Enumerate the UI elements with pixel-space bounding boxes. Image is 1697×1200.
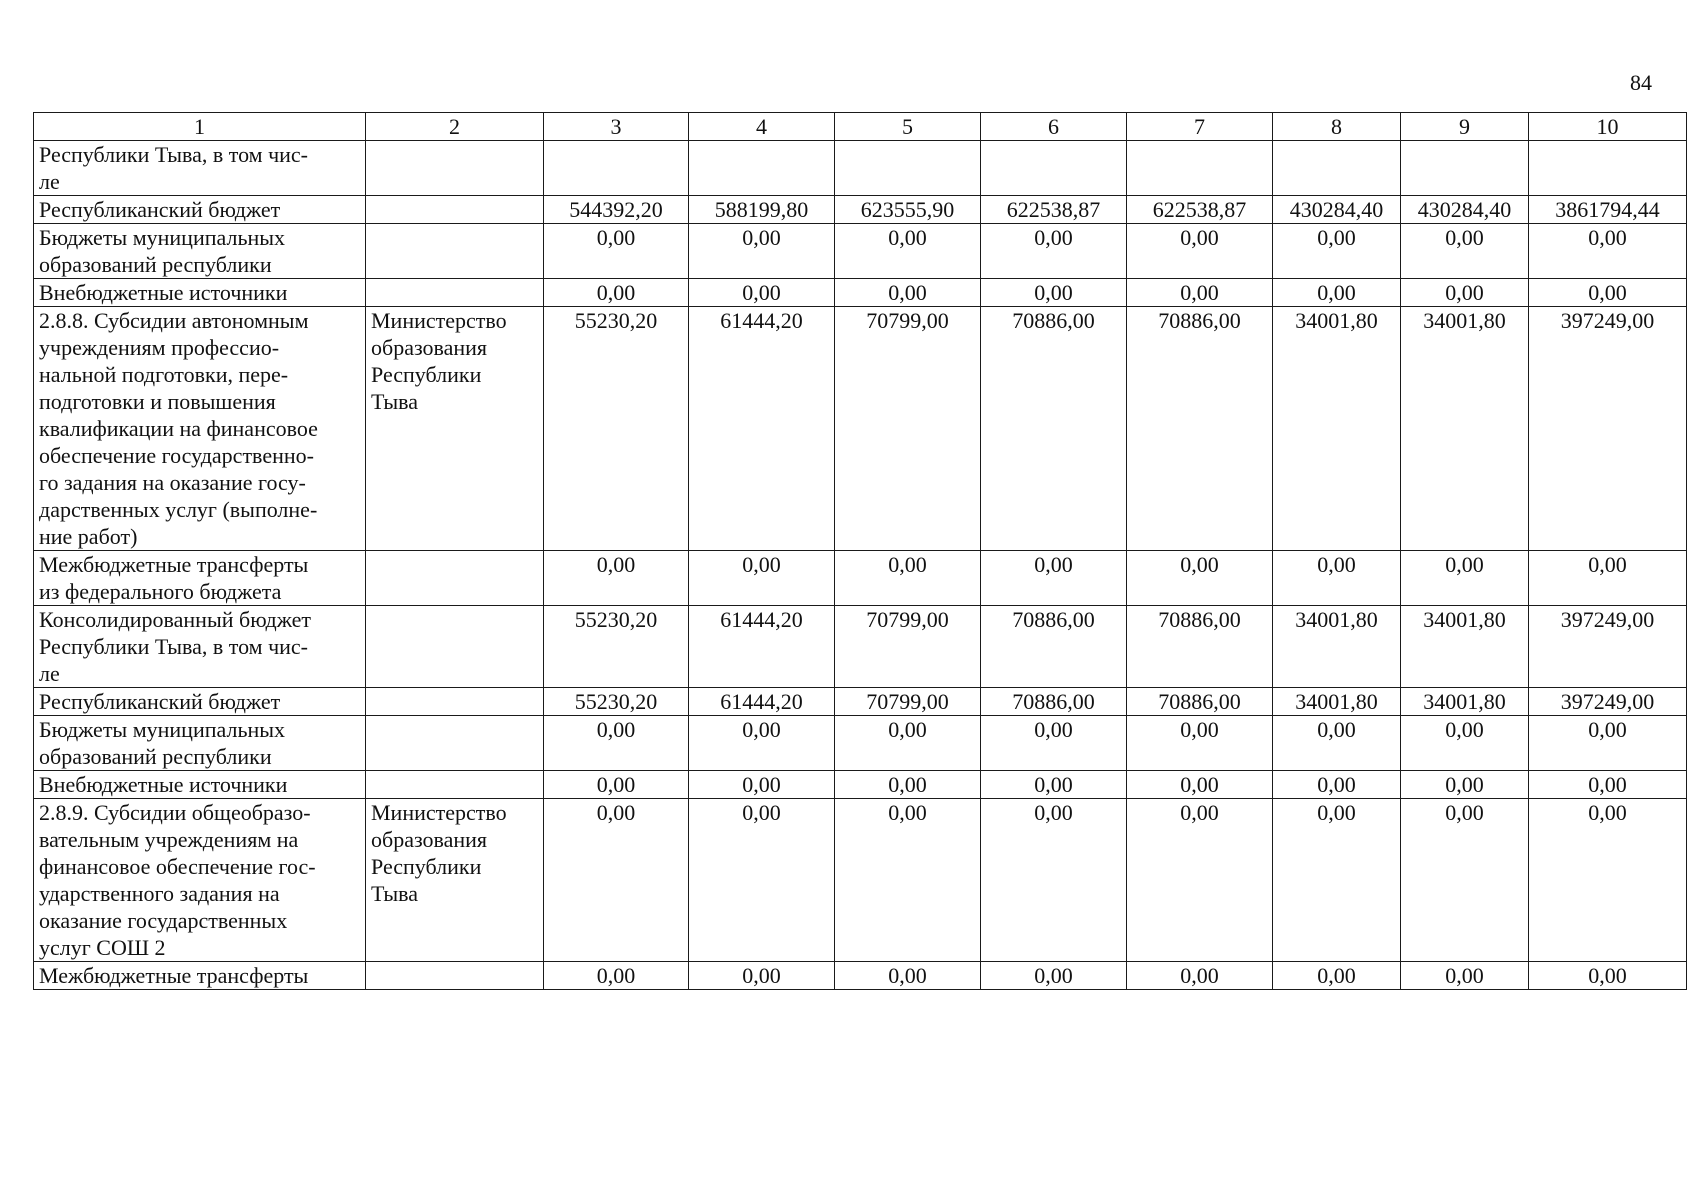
value-cell: 0,00 bbox=[1273, 716, 1401, 771]
value-cell: 0,00 bbox=[544, 962, 689, 990]
value-cell: 430284,40 bbox=[1273, 196, 1401, 224]
value-cell: 0,00 bbox=[1273, 771, 1401, 799]
value-cell: 0,00 bbox=[689, 551, 835, 606]
value-cell: 0,00 bbox=[835, 771, 981, 799]
responsible-cell bbox=[366, 551, 544, 606]
table-row bbox=[34, 799, 1687, 962]
column-header: 10 bbox=[1529, 113, 1687, 141]
row-name-cell: 2.8.8. Субсидии автономным учреждениям профессио- нальной подготовки, пере- подготовки и повышения квалификации на финансовое обеспечение государственно- го задания на оказание госу- дарственных услуг (выполне- ние работ) bbox=[34, 307, 366, 551]
value-cell: 0,00 bbox=[544, 716, 689, 771]
value-cell: 0,00 bbox=[981, 962, 1127, 990]
value-cell: 0,00 bbox=[1127, 279, 1273, 307]
column-header: 4 bbox=[689, 113, 835, 141]
value-cell: 0,00 bbox=[544, 771, 689, 799]
value-cell: 70886,00 bbox=[981, 606, 1127, 688]
value-cell: 70886,00 bbox=[981, 307, 1127, 551]
value-cell: 55230,20 bbox=[544, 606, 689, 688]
value-cell: 0,00 bbox=[981, 551, 1127, 606]
value-cell: 0,00 bbox=[1127, 799, 1273, 962]
row-name-cell: Республиканский бюджет bbox=[34, 196, 366, 224]
value-cell: 70799,00 bbox=[835, 606, 981, 688]
value-cell: 61444,20 bbox=[689, 307, 835, 551]
column-header: 9 bbox=[1401, 113, 1529, 141]
value-cell: 0,00 bbox=[835, 224, 981, 279]
value-cell: 55230,20 bbox=[544, 688, 689, 716]
value-cell: 0,00 bbox=[1529, 771, 1687, 799]
table-row bbox=[34, 962, 1687, 990]
page-number: 84 bbox=[1630, 70, 1652, 95]
value-cell: 0,00 bbox=[835, 279, 981, 307]
column-header: 8 bbox=[1273, 113, 1401, 141]
responsible-cell bbox=[366, 141, 544, 196]
value-cell: 0,00 bbox=[1401, 799, 1529, 962]
value-cell: 0,00 bbox=[1127, 551, 1273, 606]
value-cell: 70886,00 bbox=[1127, 307, 1273, 551]
value-cell: 0,00 bbox=[835, 962, 981, 990]
value-cell: 0,00 bbox=[1273, 551, 1401, 606]
value-cell: 0,00 bbox=[981, 799, 1127, 962]
value-cell: 623555,90 bbox=[835, 196, 981, 224]
value-cell: 397249,00 bbox=[1529, 688, 1687, 716]
responsible-cell bbox=[366, 771, 544, 799]
table-row bbox=[34, 771, 1687, 799]
value-cell: 0,00 bbox=[1529, 279, 1687, 307]
value-cell: 0,00 bbox=[1127, 716, 1273, 771]
row-name-cell: 2.8.9. Субсидии общеобразо- вательным учреждениям на финансовое обеспечение гос- ударственного задания на оказание государственных услуг СОШ 2 bbox=[34, 799, 366, 962]
table-row bbox=[34, 716, 1687, 771]
header-row bbox=[34, 113, 1687, 141]
value-cell: 34001,80 bbox=[1401, 688, 1529, 716]
table-row bbox=[34, 688, 1687, 716]
value-cell: 0,00 bbox=[689, 279, 835, 307]
value-cell: 622538,87 bbox=[1127, 196, 1273, 224]
value-cell: 0,00 bbox=[544, 551, 689, 606]
row-name-cell: Внебюджетные источники bbox=[34, 771, 366, 799]
responsible-cell: Министерство образования Республики Тыва bbox=[366, 799, 544, 962]
value-cell: 588199,80 bbox=[689, 196, 835, 224]
value-cell bbox=[689, 141, 835, 196]
value-cell: 0,00 bbox=[1127, 224, 1273, 279]
column-header: 2 bbox=[366, 113, 544, 141]
value-cell: 0,00 bbox=[1529, 962, 1687, 990]
table-row bbox=[34, 279, 1687, 307]
table-row bbox=[34, 551, 1687, 606]
value-cell: 430284,40 bbox=[1401, 196, 1529, 224]
value-cell: 397249,00 bbox=[1529, 307, 1687, 551]
value-cell bbox=[1273, 141, 1401, 196]
value-cell: 0,00 bbox=[1401, 279, 1529, 307]
column-header: 6 bbox=[981, 113, 1127, 141]
row-name-cell: Консолидированный бюджет Республики Тыва, в том чис- ле bbox=[34, 606, 366, 688]
value-cell: 0,00 bbox=[689, 771, 835, 799]
value-cell: 0,00 bbox=[981, 224, 1127, 279]
table-row bbox=[34, 307, 1687, 551]
value-cell: 0,00 bbox=[1273, 279, 1401, 307]
row-name-cell: Внебюджетные источники bbox=[34, 279, 366, 307]
value-cell bbox=[1401, 141, 1529, 196]
value-cell: 0,00 bbox=[1529, 799, 1687, 962]
value-cell: 34001,80 bbox=[1401, 307, 1529, 551]
value-cell: 622538,87 bbox=[981, 196, 1127, 224]
table-row bbox=[34, 141, 1687, 196]
responsible-cell: Министерство образования Республики Тыва bbox=[366, 307, 544, 551]
value-cell: 0,00 bbox=[1127, 771, 1273, 799]
value-cell: 0,00 bbox=[689, 962, 835, 990]
value-cell: 70886,00 bbox=[1127, 688, 1273, 716]
value-cell: 0,00 bbox=[689, 716, 835, 771]
value-cell: 0,00 bbox=[1127, 962, 1273, 990]
value-cell: 0,00 bbox=[981, 716, 1127, 771]
value-cell bbox=[544, 141, 689, 196]
budget-table bbox=[33, 112, 1687, 990]
value-cell: 0,00 bbox=[1273, 799, 1401, 962]
table-row bbox=[34, 224, 1687, 279]
column-header: 3 bbox=[544, 113, 689, 141]
value-cell: 0,00 bbox=[1401, 224, 1529, 279]
responsible-cell bbox=[366, 224, 544, 279]
table-row bbox=[34, 606, 1687, 688]
value-cell: 0,00 bbox=[689, 799, 835, 962]
value-cell: 0,00 bbox=[544, 799, 689, 962]
table-row bbox=[34, 196, 1687, 224]
value-cell: 0,00 bbox=[981, 279, 1127, 307]
value-cell: 70886,00 bbox=[981, 688, 1127, 716]
value-cell: 0,00 bbox=[1401, 551, 1529, 606]
value-cell: 70886,00 bbox=[1127, 606, 1273, 688]
responsible-cell bbox=[366, 606, 544, 688]
value-cell bbox=[981, 141, 1127, 196]
responsible-cell bbox=[366, 196, 544, 224]
value-cell: 0,00 bbox=[1273, 962, 1401, 990]
value-cell: 34001,80 bbox=[1273, 688, 1401, 716]
value-cell: 0,00 bbox=[1273, 224, 1401, 279]
row-name-cell: Межбюджетные трансферты bbox=[34, 962, 366, 990]
value-cell: 0,00 bbox=[1401, 771, 1529, 799]
value-cell: 0,00 bbox=[544, 224, 689, 279]
column-header: 7 bbox=[1127, 113, 1273, 141]
value-cell: 0,00 bbox=[1401, 962, 1529, 990]
column-header: 5 bbox=[835, 113, 981, 141]
value-cell: 0,00 bbox=[1401, 716, 1529, 771]
column-header: 1 bbox=[34, 113, 366, 141]
value-cell: 3861794,44 bbox=[1529, 196, 1687, 224]
value-cell bbox=[1529, 141, 1687, 196]
row-name-cell: Бюджеты муниципальных образований республики bbox=[34, 716, 366, 771]
value-cell: 61444,20 bbox=[689, 688, 835, 716]
responsible-cell bbox=[366, 962, 544, 990]
value-cell: 34001,80 bbox=[1273, 606, 1401, 688]
value-cell: 0,00 bbox=[835, 716, 981, 771]
value-cell: 0,00 bbox=[1529, 716, 1687, 771]
value-cell: 0,00 bbox=[689, 224, 835, 279]
value-cell: 0,00 bbox=[1529, 224, 1687, 279]
value-cell: 0,00 bbox=[544, 279, 689, 307]
row-name-cell: Республики Тыва, в том чис- ле bbox=[34, 141, 366, 196]
value-cell bbox=[1127, 141, 1273, 196]
row-name-cell: Бюджеты муниципальных образований республики bbox=[34, 224, 366, 279]
value-cell: 0,00 bbox=[981, 771, 1127, 799]
value-cell: 70799,00 bbox=[835, 307, 981, 551]
row-name-cell: Республиканский бюджет bbox=[34, 688, 366, 716]
responsible-cell bbox=[366, 688, 544, 716]
value-cell: 0,00 bbox=[835, 551, 981, 606]
value-cell: 55230,20 bbox=[544, 307, 689, 551]
responsible-cell bbox=[366, 716, 544, 771]
table-body bbox=[34, 141, 1687, 990]
responsible-cell bbox=[366, 279, 544, 307]
value-cell: 34001,80 bbox=[1401, 606, 1529, 688]
value-cell: 61444,20 bbox=[689, 606, 835, 688]
row-name-cell: Межбюджетные трансферты из федерального бюджета bbox=[34, 551, 366, 606]
value-cell: 544392,20 bbox=[544, 196, 689, 224]
value-cell: 0,00 bbox=[1529, 551, 1687, 606]
value-cell: 70799,00 bbox=[835, 688, 981, 716]
value-cell: 34001,80 bbox=[1273, 307, 1401, 551]
value-cell: 0,00 bbox=[835, 799, 981, 962]
value-cell: 397249,00 bbox=[1529, 606, 1687, 688]
value-cell bbox=[835, 141, 981, 196]
